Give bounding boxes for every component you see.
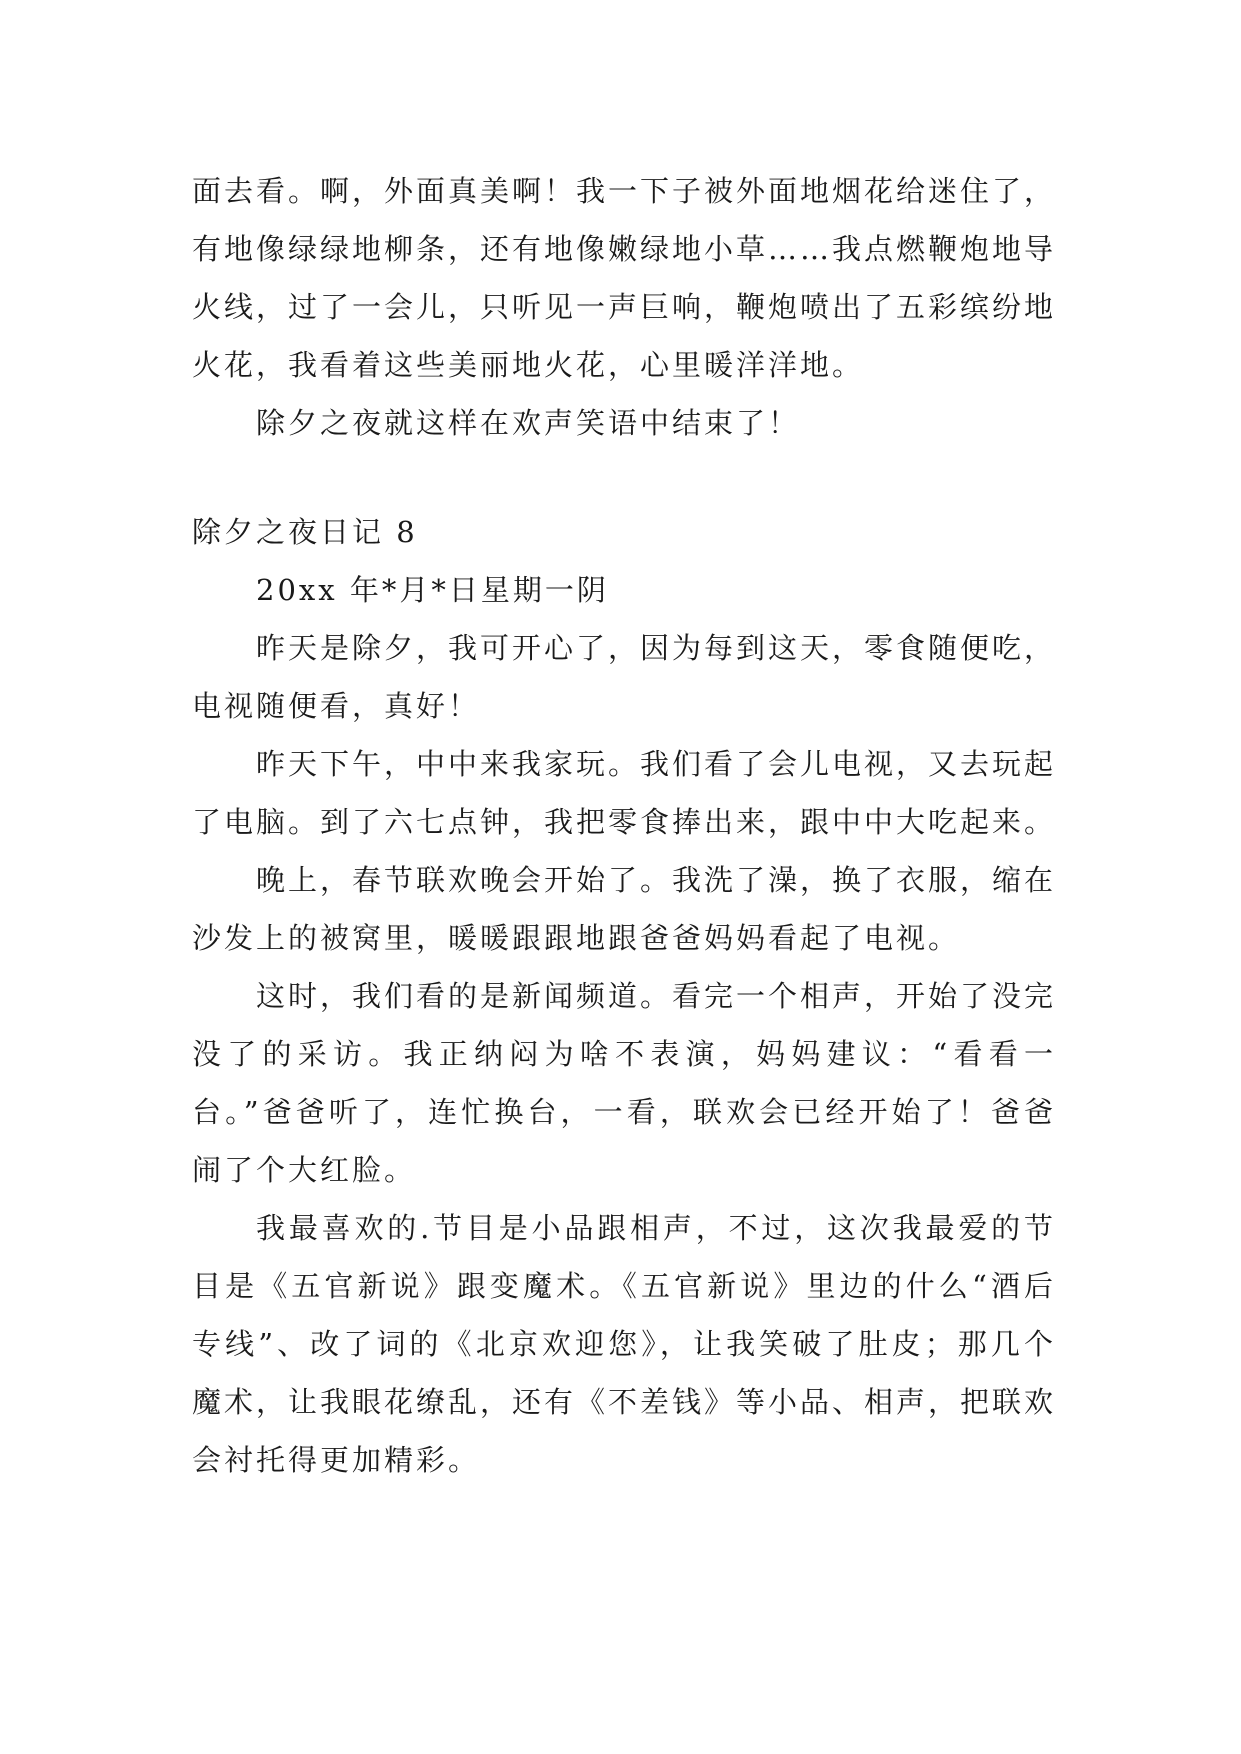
- entry-paragraph-3: 晚上，春节联欢晚会开始了。我洗了澡，换了衣服，缩在沙发上的被窝里，暖暖跟跟地跟爸爸妈妈看起了电视。: [192, 863, 1057, 955]
- entry-paragraph-5: 我最喜欢的.节目是小品跟相声，不过，这次我最爱的节目是《五官新说》跟变魔术。《五官新说》里边的什么“酒后专线”、改了词的《北京欢迎您》，让我笑破了肚皮；那几个魔术，让我眼花缭乱，还有《不差钱》等小品、相声，把联欢会衬托得更加精彩。: [192, 1211, 1057, 1477]
- continued-paragraph-2: 除夕之夜就这样在欢声笑语中结束了！: [256, 406, 801, 440]
- entry-paragraph-4: 这时，我们看的是新闻频道。看完一个相声，开始了没完没了的采访。我正纳闷为啥不表演，妈妈建议：“看看一台。”爸爸听了，连忙换台，一看，联欢会已经开始了！爸爸闹了个大红脸。: [192, 979, 1057, 1187]
- entry-date-line: 20xx 年*月*日星期一阴: [256, 573, 609, 607]
- entry-paragraph-1: 昨天是除夕，我可开心了，因为每到这天，零食随便吃，电视随便看，真好！: [192, 631, 1057, 723]
- continued-section: [192, 162, 1056, 452]
- entry-paragraph-2: 昨天下午，中中来我家玩。我们看了会儿电视，又去玩起了电脑。到了六七点钟，我把零食捧出来，跟中中大吃起来。: [192, 747, 1057, 839]
- continued-paragraph-1: 面去看。啊，外面真美啊！我一下子被外面地烟花给迷住了，有地像绿绿地柳条，还有地像嫩绿地小草……我点燃鞭炮地导火线，过了一会儿，只听见一声巨响，鞭炮喷出了五彩缤纷地火花，我看着这些美丽地火花，心里暖洋洋地。: [192, 174, 1057, 382]
- diary-entry: [192, 503, 1056, 1489]
- entry-title: 除夕之夜日记 8: [192, 515, 418, 549]
